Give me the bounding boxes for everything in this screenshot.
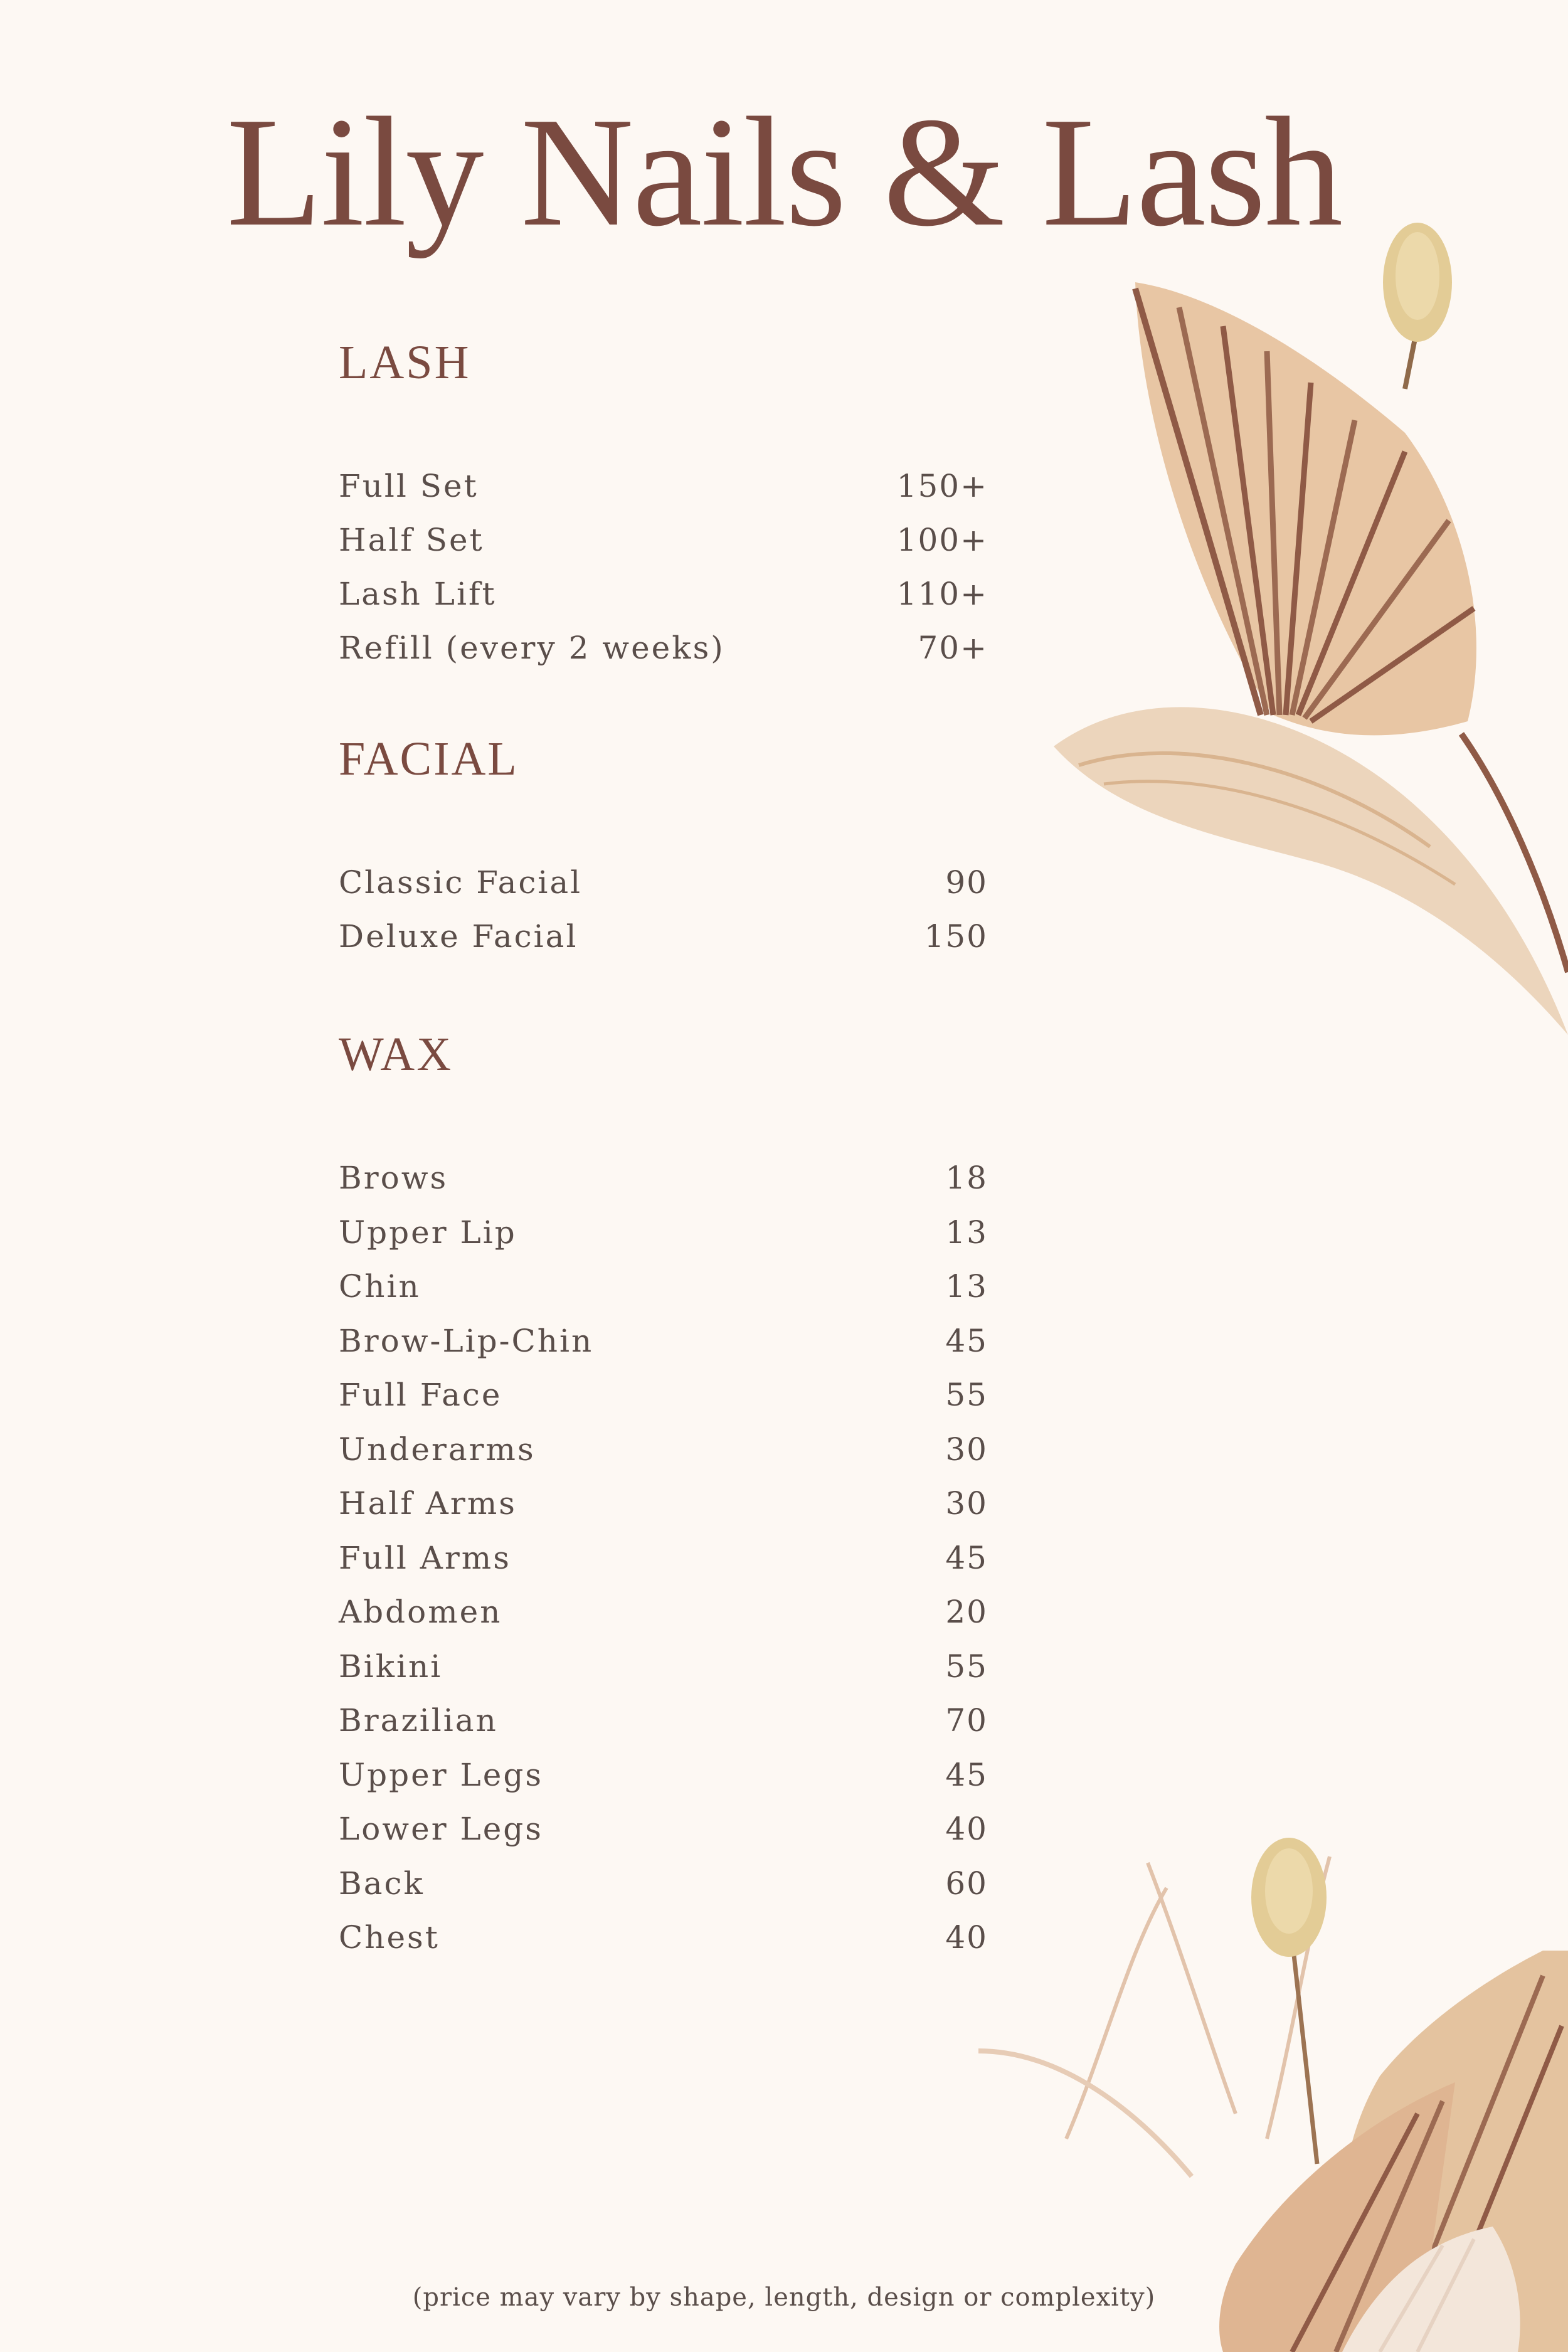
list-item [339, 1648, 988, 1702]
list-item [339, 1431, 988, 1485]
service-price: 60 [945, 1865, 988, 1902]
service-price: 20 [945, 1594, 988, 1630]
service-name: Brows [339, 1160, 448, 1196]
service-price: 70+ [918, 630, 988, 666]
list-item [339, 1919, 988, 1973]
list-item [339, 1811, 988, 1865]
service-price: 30 [945, 1431, 988, 1468]
section-heading-wax: WAX [339, 1028, 453, 1081]
service-price: 100+ [896, 522, 988, 558]
service-price: 13 [945, 1214, 988, 1251]
list-item [339, 1377, 988, 1431]
service-name: Lower Legs [339, 1811, 543, 1847]
list-item [339, 522, 988, 576]
price-disclaimer: (price may vary by shape, length, design or complexity) [412, 2283, 1156, 2312]
section-heading-lash: LASH [339, 336, 471, 389]
service-name: Full Face [339, 1377, 502, 1413]
list-item [339, 1323, 988, 1377]
service-name: Upper Lip [339, 1214, 517, 1251]
service-price: 55 [945, 1648, 988, 1685]
section-lash [339, 336, 988, 666]
service-price: 110+ [896, 576, 988, 612]
service-price: 40 [945, 1811, 988, 1847]
dried-palm-leaf-illustration-top [1054, 182, 1568, 1047]
service-price: 55 [945, 1377, 988, 1413]
list-item [339, 918, 988, 972]
list-item [339, 1268, 988, 1322]
service-price: 45 [945, 1322, 988, 1359]
service-price: 90 [945, 864, 988, 901]
list-item [339, 1594, 988, 1648]
list-item [339, 1702, 988, 1756]
list-item [339, 468, 988, 522]
service-name: Brazilian [339, 1702, 498, 1739]
list-item [339, 1214, 988, 1268]
list-item [339, 1757, 988, 1811]
list-item [339, 630, 988, 684]
service-price: 30 [945, 1485, 988, 1522]
service-name: Full Arms [339, 1539, 511, 1576]
list-item [339, 1160, 988, 1214]
list-item [339, 1485, 988, 1539]
dried-flower-bouquet-illustration-bottom [941, 1788, 1568, 2352]
section-facial [339, 733, 988, 955]
service-price: 70 [945, 1702, 988, 1739]
service-name: Brow-Lip-Chin [339, 1322, 594, 1359]
service-name: Underarms [339, 1431, 536, 1468]
service-name: Abdomen [339, 1594, 502, 1630]
service-price: 150 [924, 918, 988, 955]
service-name: Bikini [339, 1648, 443, 1685]
list-item [339, 1865, 988, 1919]
service-name: Upper Legs [339, 1756, 543, 1793]
service-price: 13 [945, 1268, 988, 1305]
service-price: 40 [945, 1919, 988, 1956]
service-price: 45 [945, 1539, 988, 1576]
section-wax [339, 1028, 988, 1956]
page-title: Lily Nails & Lash [226, 85, 1342, 259]
service-name: Back [339, 1865, 425, 1902]
list-item [339, 1540, 988, 1594]
service-name: Lash Lift [339, 576, 497, 612]
service-price: 150+ [896, 468, 988, 504]
service-name: Refill (every 2 weeks) [339, 630, 725, 666]
service-price: 18 [945, 1160, 988, 1196]
service-price: 45 [945, 1756, 988, 1793]
service-name: Classic Facial [339, 864, 583, 901]
service-name: Full Set [339, 468, 479, 504]
list-item [339, 864, 988, 918]
service-name: Chin [339, 1268, 421, 1305]
service-name: Half Set [339, 522, 484, 558]
service-name: Deluxe Facial [339, 918, 578, 955]
service-name: Chest [339, 1919, 440, 1956]
list-item [339, 576, 988, 630]
service-name: Half Arms [339, 1485, 517, 1522]
section-heading-facial: FACIAL [339, 733, 519, 785]
